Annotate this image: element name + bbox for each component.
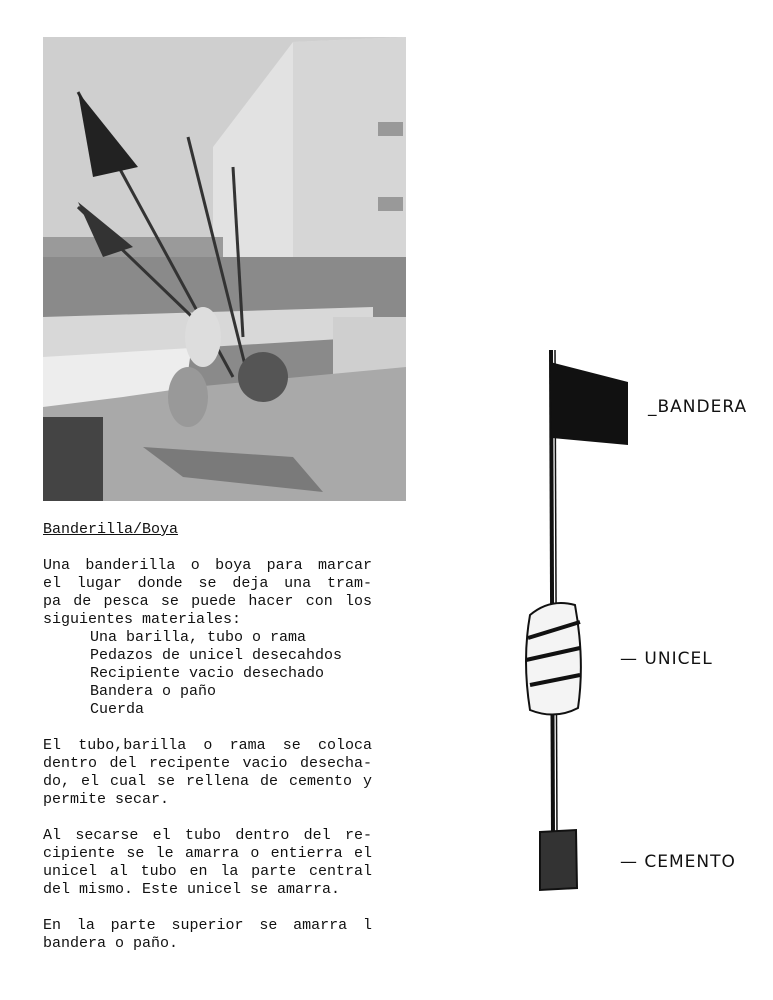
cement-base-icon (540, 830, 577, 890)
paragraph-line: pa de pesca se puede hacer con los (43, 593, 372, 610)
paragraph-line: En la parte superior se amarra l (43, 917, 372, 934)
section-title: Banderilla/Boya (43, 521, 179, 538)
paragraph-line: bandera o paño. (43, 935, 179, 952)
label-cemento: — CEMENTO (620, 852, 736, 872)
material-item: Una barilla, tubo o rama (90, 629, 307, 646)
foam-float-icon (526, 603, 581, 715)
material-item: Cuerda (90, 701, 145, 718)
document-text (43, 521, 372, 953)
label-unicel: — UNICEL (620, 649, 713, 669)
paragraph-line: el lugar donde se deja una tram- (43, 575, 372, 592)
paragraph-line: siguientes materiales: (43, 611, 242, 628)
material-item: Bandera o paño (90, 683, 217, 700)
paragraph-line: do, el cual se rellena de cemento y (43, 773, 372, 790)
paragraph-line: unicel al tubo en la parte central (43, 863, 372, 880)
fishing-boats-photo (43, 37, 406, 501)
paragraph-line: Al secarse el tubo dentro del re- (43, 827, 372, 844)
material-item: Recipiente vacio desechado (90, 665, 325, 682)
paragraph-line: del mismo. Este unicel se amarra. (43, 881, 341, 898)
paragraph-line: Una banderilla o boya para marcar (43, 557, 372, 574)
label-bandera: _BANDERA (648, 397, 748, 417)
material-item: Pedazos de unicel desecahdos (90, 647, 343, 664)
paragraph-line: cipiente se le amarra o entierra el (43, 845, 372, 862)
buoy-diagram (500, 340, 760, 900)
flag-icon (550, 362, 628, 445)
paragraph-line: El tubo,barilla o rama se coloca (43, 737, 372, 754)
paragraph-line: permite secar. (43, 791, 170, 808)
paragraph-line: dentro del recipente vacio desecha- (43, 755, 372, 772)
